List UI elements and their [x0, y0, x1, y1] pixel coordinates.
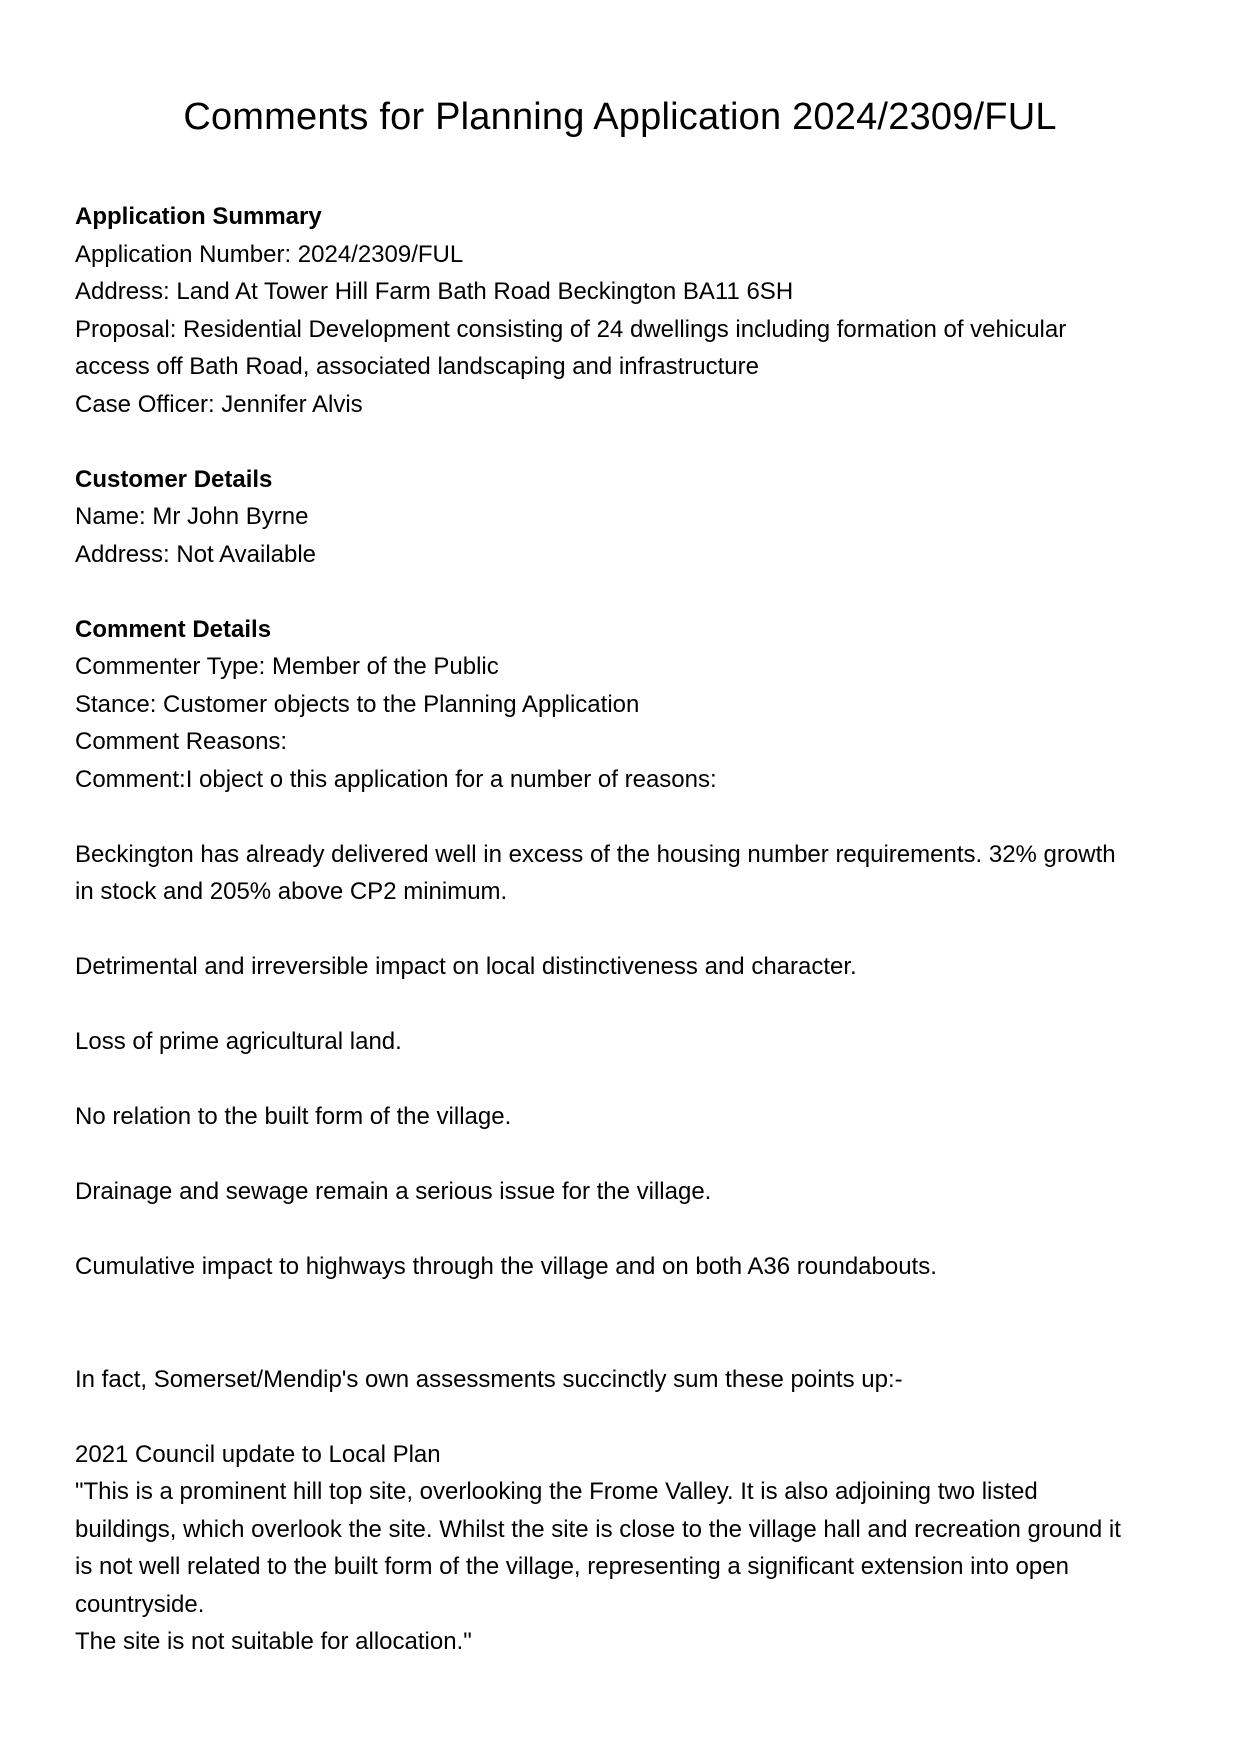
stance: Stance: Customer objects to the Planning Application — [75, 690, 640, 718]
customer-name: Name: Mr John Byrne — [75, 503, 309, 530]
comment-details-section — [75, 611, 1175, 1661]
comment-point-5: Drainage and sewage remain a serious issue for the village. — [75, 1178, 712, 1205]
spacer — [75, 911, 1175, 949]
comment-point-2: Detrimental and irreversible impact on local distinctiveness and character. — [75, 953, 857, 980]
comment-details-heading: Comment Details — [75, 615, 272, 643]
spacer — [75, 1286, 1175, 1361]
customer-details-section — [75, 461, 1175, 574]
comment-point-1-line-2: in stock and 205% above CP2 minimum. — [75, 878, 508, 905]
quote-source: 2021 Council update to Local Plan — [75, 1440, 441, 1468]
comment-intro: Comment:I object o this application for a number of reasons: — [75, 765, 717, 793]
case-officer: Case Officer: Jennifer Alvis — [75, 390, 363, 418]
comment-point-3: Loss of prime agricultural land. — [75, 1028, 402, 1055]
quote-line-1: "This is a prominent hill top site, overlooking the Frome Valley. It is also adjoining two listed — [75, 1478, 1038, 1505]
quote-line-4: countryside. — [75, 1590, 205, 1618]
proposal-line-1: Proposal: Residential Development consisting of 24 dwellings including formation of vehicular — [75, 315, 1067, 343]
spacer — [75, 798, 1175, 836]
spacer — [75, 573, 1175, 611]
page-title: Comments for Planning Application 2024/2309/FUL — [183, 96, 1057, 138]
spacer — [75, 1211, 1175, 1249]
comment-point-4: No relation to the built form of the village. — [75, 1103, 512, 1130]
summary-intro: In fact, Somerset/Mendip's own assessments succinctly sum these points up:- — [75, 1365, 903, 1393]
proposal-line-2: access off Bath Road, associated landscaping and infrastructure — [75, 353, 759, 380]
comment-reasons: Comment Reasons: — [75, 728, 288, 755]
quote-line-2: buildings, which overlook the site. Whilst the site is close to the village hall and recreation ground it — [75, 1515, 1121, 1543]
application-number: Application Number: 2024/2309/FUL — [75, 240, 464, 268]
application-summary-heading: Application Summary — [75, 203, 322, 230]
comment-point-6: Cumulative impact to highways through the village and on both A36 roundabouts. — [75, 1253, 937, 1280]
customer-address: Address: Not Available — [75, 540, 317, 568]
spacer — [75, 1398, 1175, 1436]
commenter-type: Commenter Type: Member of the Public — [75, 653, 499, 680]
quote-line-5: The site is not suitable for allocation." — [75, 1628, 472, 1655]
spacer — [75, 986, 1175, 1024]
application-summary-section — [75, 198, 1175, 423]
customer-details-heading: Customer Details — [75, 465, 273, 493]
spacer — [75, 423, 1175, 461]
document-content — [75, 198, 1175, 1661]
spacer — [75, 1136, 1175, 1174]
comment-point-1-line-1: Beckington has already delivered well in excess of the housing number requirements. 32% growth — [75, 840, 1116, 868]
quote-line-3: is not well related to the built form of the village, representing a significant extension into open — [75, 1553, 1069, 1580]
site-address: Address: Land At Tower Hill Farm Bath Road Beckington BA11 6SH — [75, 278, 794, 305]
spacer — [75, 1061, 1175, 1099]
